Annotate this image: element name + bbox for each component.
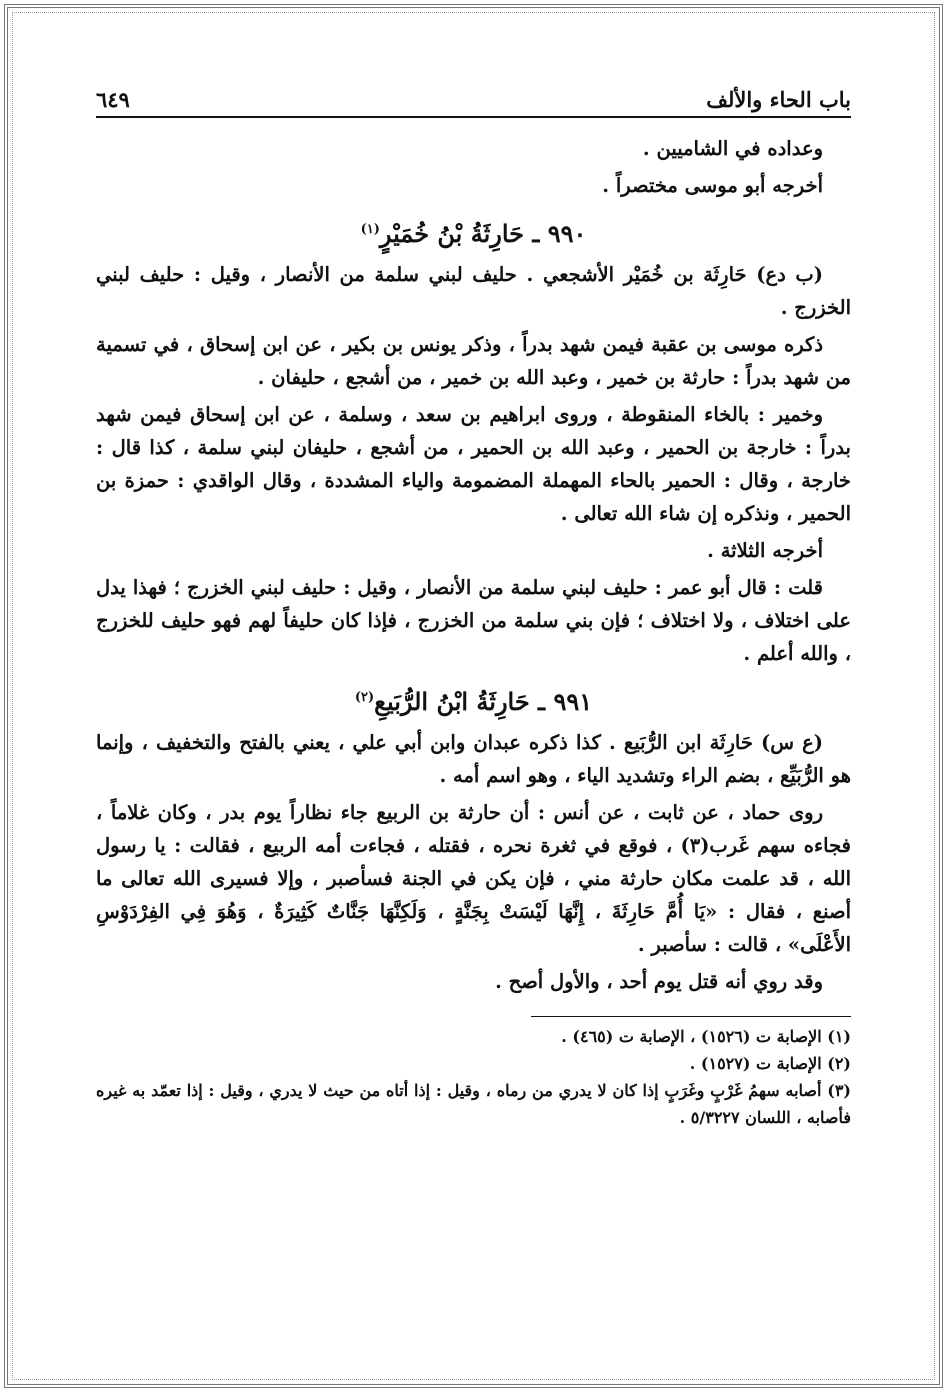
chapter-title: باب الحاء والألف <box>706 87 851 112</box>
paragraph: قلت : قال أبو عمر : حليف لبني سلمة من الأنصار ، وقيل : حليف لبني الخزرج ؛ فهذا يدل على اختلاف ، ولا اختلاف ؛ فإن بني سلمة من الخزرج ، فإذا كان حليفاً لهم فهو حليف للخزرج ، والله أعلم . <box>96 576 851 665</box>
entry-heading-text: ٩٩١ ـ حَارِثَةُ ابْنُ الرُّبَيعِ <box>374 687 593 716</box>
footnote-divider <box>531 1016 851 1017</box>
running-header <box>96 80 851 118</box>
paragraph: (ع س) حَارِثَة ابن الرُّبَيع . كذا ذكره عبدان وابن أبي علي ، يعني بالفتح والتخفيف ، وإنما هو الرُّبَيِّع ، بضم الراء وتشديد الياء ، وهو اسم أمه . <box>96 731 851 787</box>
paragraph: وعداده في الشاميين . <box>642 137 823 160</box>
footnote-ref: (٢) <box>354 690 375 705</box>
entry-heading-text: ٩٩٠ ـ حَارِثَةُ بْنُ خُمَيْرٍ <box>379 219 587 248</box>
footnote-ref: (١) <box>360 222 380 237</box>
paragraph: وقد روي أنه قتل يوم أحد ، والأول أصح . <box>495 970 823 993</box>
paragraph: أخرجه أبو موسى مختصراً . <box>602 174 823 197</box>
entry-heading-990 <box>96 210 851 254</box>
paragraph: ذكره موسى بن عقبة فيمن شهد بدراً ، وذكر يونس بن بكير ، عن ابن إسحاق ، في تسمية من شهد بدراً : حارثة بن خمير ، وعبد الله بن خمير ، من أشجع ، حليفان . <box>96 333 851 389</box>
page-content <box>96 80 851 1352</box>
footnote: (١) الإصابة ت (١٥٢٦) ، الإصابة ت (٤٦٥) . <box>561 1027 851 1046</box>
footnote: (٣) أصابه سهمُ غَرْبٍ وغَرَبٍ إذا كان لا يدري من رماه ، وقيل : إذا أتاه من حيث لا يدري ، وقيل : إذا تعمّد به غيره فأصابه ، اللسان ٥/٣٢٢٧ . <box>96 1081 851 1127</box>
paragraph: روى حماد ، عن ثابت ، عن أنس : أن حارثة بن الربيع جاء نظاراً يوم بدر ، وكان غلاماً ، فجاءه سهم غَرب(٣) ، فوقع في ثغرة نحره ، فقتله ، فجاءت أمه الربيع ، فقالت : يا رسول الله ، قد علمت مكان حارثة مني ، فإن يكن في الجنة فسأصبر ، وإلا فسيرى الله تعالى ما أصنع ، فقال : «يَا أُمَّ حَارِثَةَ ، إِنَّهَا لَيْسَتْ بِجَنَّةٍ ، وَلَكِنَّهَا جَنَّاتٌ كَثِيرَةٌ ، وَهُوَ فِي الفِرْدَوْسِ الأَعْلَى» ، قالت : سأصبر . <box>96 801 851 956</box>
entry-heading-991 <box>96 678 851 722</box>
paragraph: (ب دع) حَارِثَة بن خُمَيْر الأشجعي . حليف لبني سلمة من الأنصار ، وقيل : حليف لبني الخزرج . <box>96 263 851 319</box>
paragraph: وخمير : بالخاء المنقوطة ، وروى ابراهيم بن سعد ، وسلمة ، عن ابن إسحاق فيمن شهد بدراً : خارجة بن الحمير ، وعبد الله بن الحمير ، من أشجع ، حليفان لبني سلمة ، كذا قال : خارجة ، وقال : الحمير بالحاء المهملة المضمومة والياء المشددة ، وقال الواقدي : حمزة بن الحمير ، ونذكره إن شاء الله تعالى . <box>96 403 851 525</box>
page-number: ٦٤٩ <box>96 87 130 112</box>
footnote: (٢) الإصابة ت (١٥٢٧) . <box>689 1054 851 1073</box>
paragraph: أخرجه الثلاثة . <box>707 539 823 562</box>
